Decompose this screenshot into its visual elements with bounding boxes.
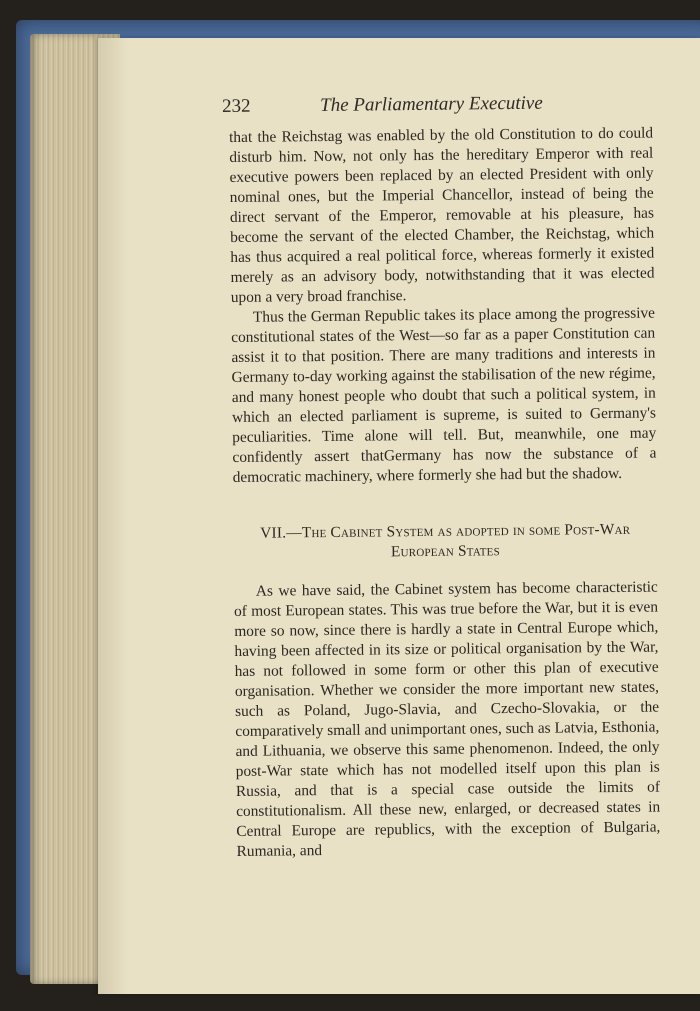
- page-text: [229, 124, 661, 862]
- section-heading: VII.—The Cabinet System as adopted in some Post-War European States: [260, 520, 631, 561]
- page-number: 232: [222, 95, 251, 117]
- running-head: [222, 91, 662, 120]
- paragraph: Thus the German Republic takes its place among the progressive constitutional states of the West—so far as a paper Constitution can assist it to that position. There are many traditions and interests in Germany to-day working against the stabilisation of the new régime, and many honest people who doubt that such a political system, in which an elected parliament is supreme, is suited to Germany's peculiarities. Time alone will tell. But, meanwhile, one may confidently assert thatGermany has now the substance of a democratic machinery, where formerly she had but the shadow.: [231, 304, 657, 486]
- paragraph: that the Reichstag was enabled by the old Constitution to do could disturb him. Now, not only has the hereditary Emperor with real executive powers been replaced by an elected President with only nominal ones, but the Imperial Chancellor, instead of being the direct servant of the Emperor, removable at his pleasure, has become the servant of the elected Chamber, the Reichstag, which has thus acquired a real political force, whereas formerly it existed merely as an advisory body, notwithstanding that it was elected upon a very broad franchise.: [229, 124, 655, 306]
- chapter-title: The Parliamentary Executive: [319, 92, 543, 116]
- paragraph: As we have said, the Cabinet system has become characteristic of most European states. This was true before the War, but it is even more so now, since there is hardly a state in Central Europe which, having been affected in its size or political organisation by the War, has not followed in some form or other this plan of executive organisation. Whether we consider the more important new states, such as Poland, Jugo-Slavia, and Czecho-Slovakia, or the comparatively small and unimportant ones, such as Latvia, Esthonia, and Lithuania, we observe this same phenomenon. Indeed, the only post-War state which has not modelled itself upon this plan is Russia, and that is a special case outside the limits of constitutionalism. All these new, enlarged, or decreased states in Central Europe are republics, with the exception of Bulgaria, Rumania, and: [233, 578, 661, 860]
